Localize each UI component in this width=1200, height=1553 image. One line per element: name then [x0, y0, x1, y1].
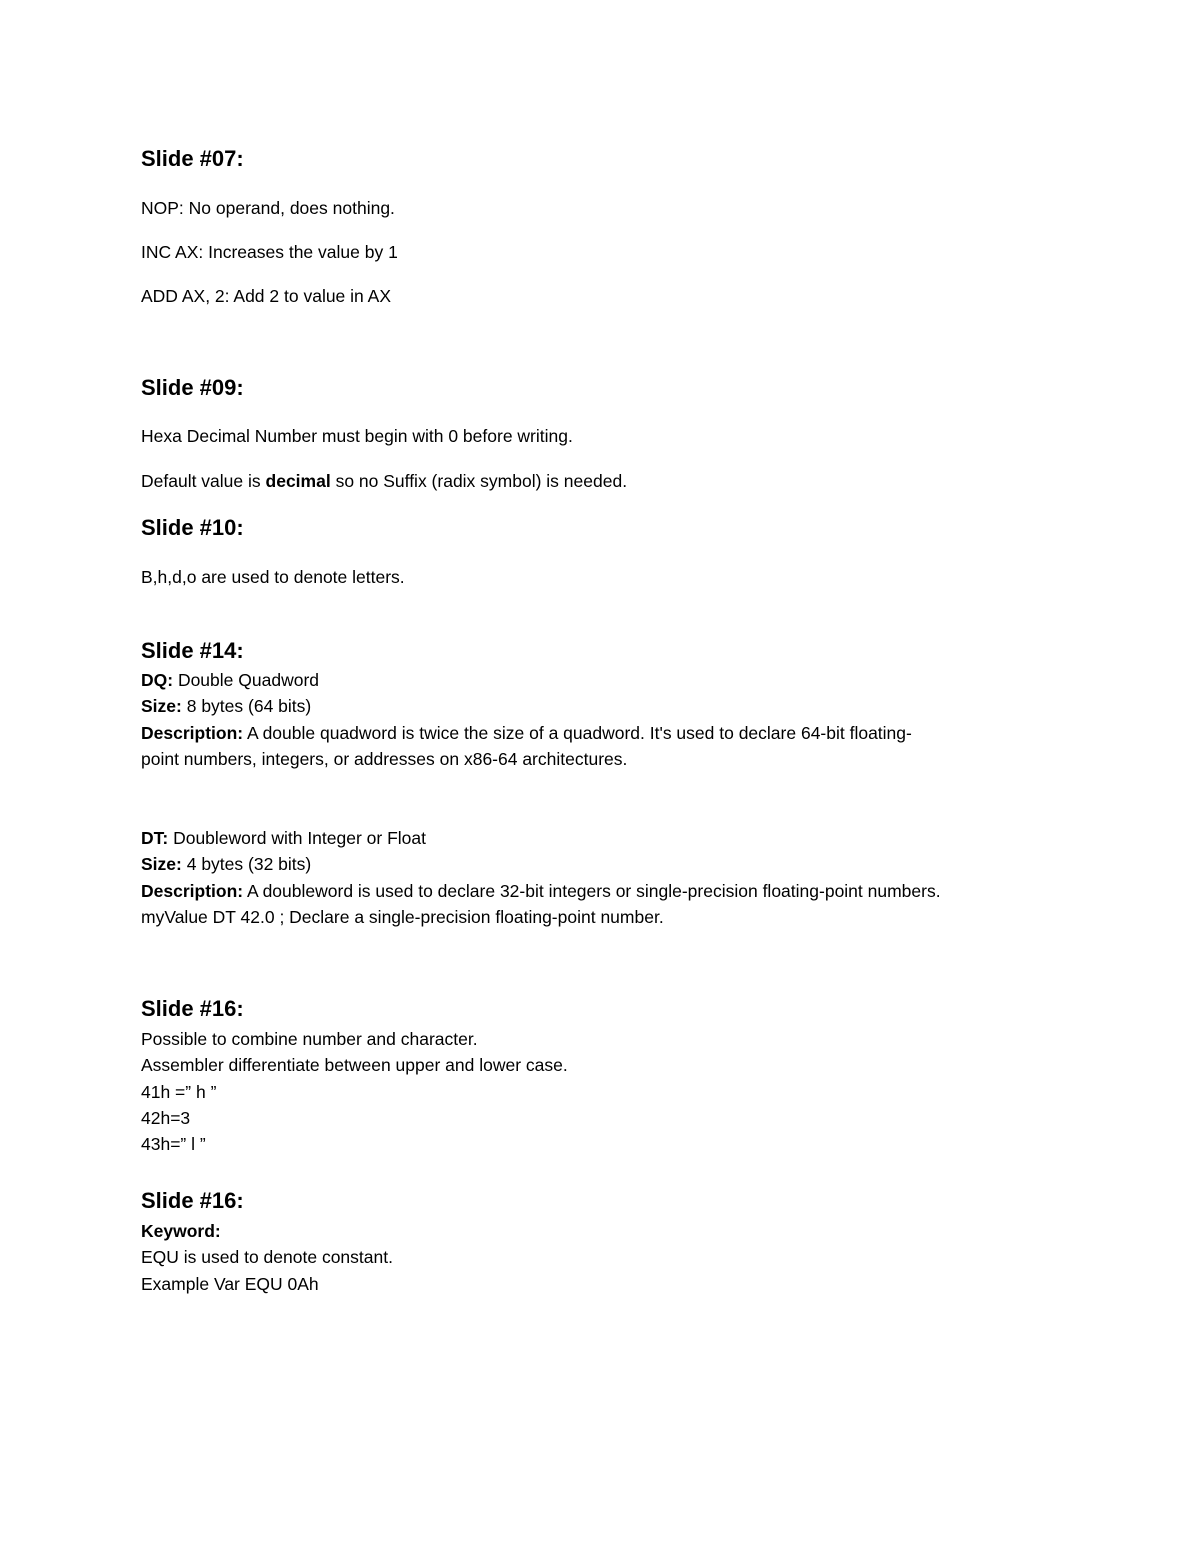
- slide-07-line-inc: INC AX: Increases the value by 1: [141, 242, 398, 262]
- dt-desc-label: Description:: [141, 881, 244, 901]
- slide-09-default-post: so no Suffix (radix symbol) is needed.: [330, 471, 628, 491]
- slide-09-heading: Slide #09:: [141, 375, 244, 400]
- slide-14-dt-example: myValue DT 42.0 ; Declare a single-precision floating-point number.: [141, 907, 664, 927]
- dt-value: Doubleword with Integer or Float: [168, 828, 426, 848]
- slide-16a-line-3: 41h =” h ”: [141, 1082, 217, 1102]
- slide-14-dq-line: [141, 669, 319, 691]
- slide-09-default-bold: decimal: [265, 471, 331, 491]
- slide-14-dq-desc-line: [141, 722, 912, 744]
- slide-07-heading: Slide #07:: [141, 146, 244, 171]
- slide-16a-heading: Slide #16:: [141, 996, 244, 1021]
- slide-16a-line-2: Assembler differentiate between upper and lower case.: [141, 1055, 568, 1075]
- slide-10-line: B,h,d,o are used to denote letters.: [141, 567, 405, 587]
- slide-09-default-pre: Default value is: [141, 471, 266, 491]
- slide-16b-keyword-label: [141, 1220, 221, 1242]
- dt-size-label: Size:: [141, 854, 182, 874]
- slide-09-line-hex: Hexa Decimal Number must begin with 0 before writing.: [141, 426, 573, 446]
- dt-label: DT:: [141, 828, 169, 848]
- keyword-label: Keyword:: [141, 1221, 221, 1241]
- dq-desc-value-1: A double quadword is twice the size of a quadword. It's used to declare 64-bit floating-: [243, 723, 912, 743]
- dt-desc-value: A doubleword is used to declare 32-bit integers or single-precision floating-point numbers.: [243, 881, 941, 901]
- slide-16a-line-4: 42h=3: [141, 1108, 191, 1128]
- slide-14-heading: Slide #14:: [141, 638, 244, 663]
- slide-09-line-default: [141, 470, 627, 492]
- slide-14-dt-desc-line: [141, 880, 941, 902]
- slide-14-dq-desc-cont: point numbers, integers, or addresses on x86-64 architectures.: [141, 749, 628, 769]
- slide-07-line-nop: NOP: No operand, does nothing.: [141, 198, 395, 218]
- dq-label: DQ:: [141, 670, 174, 690]
- slide-07-line-add: ADD AX, 2: Add 2 to value in AX: [141, 286, 392, 306]
- slide-16a-line-5: 43h=” l ”: [141, 1134, 206, 1154]
- dq-desc-label: Description:: [141, 723, 244, 743]
- slide-16b-line-1: EQU is used to denote constant.: [141, 1247, 393, 1267]
- slide-14-dt-size-line: [141, 853, 311, 875]
- dq-size-value: 8 bytes (64 bits): [181, 696, 312, 716]
- slide-14-dt-line: [141, 827, 426, 849]
- dq-value: Double Quadword: [173, 670, 319, 690]
- slide-16b-heading: Slide #16:: [141, 1188, 244, 1213]
- dq-size-label: Size:: [141, 696, 182, 716]
- slide-10-heading: Slide #10:: [141, 515, 244, 540]
- slide-16b-line-2: Example Var EQU 0Ah: [141, 1274, 319, 1294]
- slide-16a-line-1: Possible to combine number and character.: [141, 1029, 478, 1049]
- dt-size-value: 4 bytes (32 bits): [181, 854, 312, 874]
- slide-14-dq-size-line: [141, 695, 311, 717]
